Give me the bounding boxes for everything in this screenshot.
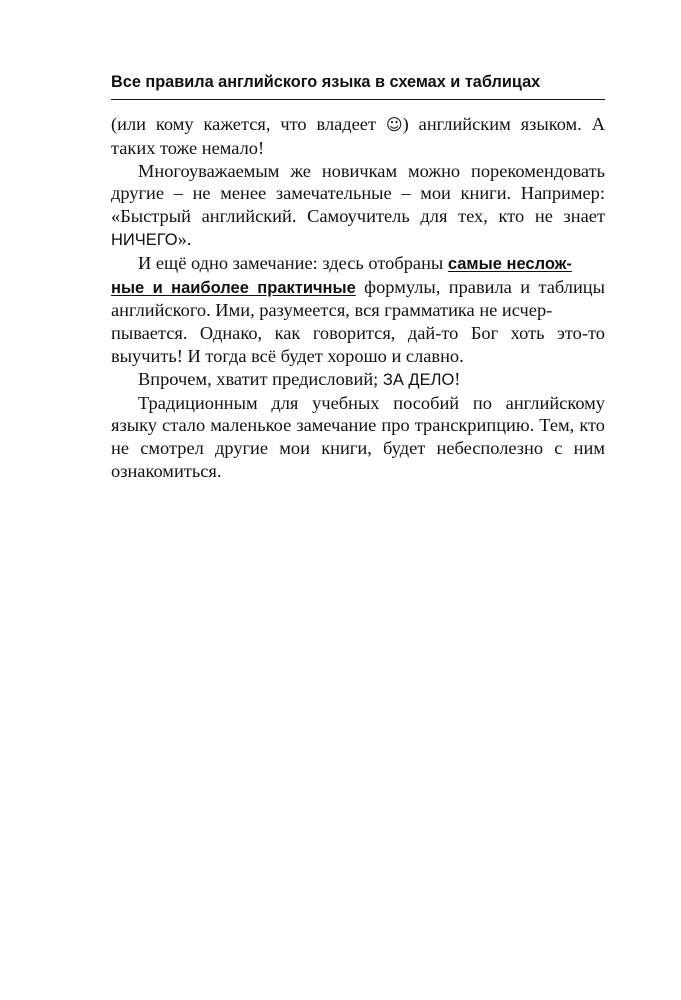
- paragraph-1-text-end: ) английским языком. А таких тоже немало!: [111, 114, 605, 158]
- body-text: [111, 113, 605, 483]
- paragraph-3-text-end: формулы, правила и таблицы английского. Ими, разумеется, вся грамматика не исчер- пывается. Однако, как говорится, дай-то Бог хоть это-то выучить! И тогда всё будет хорошо и славно.: [111, 276, 605, 366]
- paragraph-2-caps: НИЧЕГО: [111, 230, 178, 249]
- paragraph-2-text-end: ».: [177, 228, 192, 249]
- paragraph-3-emphasis: самые неслож- ные и наиболее практичные: [111, 254, 572, 297]
- paragraph-1: [111, 113, 605, 160]
- paragraph-5-text: Традиционным для учебных пособий по английскому языку стало маленькое замечание про транскрипцию. Тем, кто не смотрел другие мои книги, будет небесполезно с ним ознакомиться.: [111, 392, 605, 481]
- paragraph-2-text: Многоуважаемым же новичкам можно порекомендовать другие – не менее замечательные – мои книги. Например: «Быстрый английский. Самоучитель для тех, кто не знает: [111, 160, 605, 227]
- paragraph-3-text-start: И ещё одно замечание: здесь отобраны: [138, 252, 448, 273]
- paragraph-4: [111, 368, 605, 392]
- paragraph-1-text-start: (или кому кажется, что владеет: [111, 114, 386, 134]
- running-header: Все правила английского языка в схемах и таблицах: [111, 72, 605, 100]
- paragraph-4-text-end: !: [454, 368, 461, 389]
- paragraph-4-text-start: Впрочем, хватит предисловий;: [138, 368, 383, 389]
- paragraph-5: [111, 392, 605, 483]
- paragraph-4-caps: ЗА ДЕЛО: [382, 370, 455, 389]
- paragraph-3: [111, 252, 605, 368]
- smiley-icon: ☺: [385, 115, 403, 134]
- page: [111, 72, 605, 483]
- paragraph-2: [111, 160, 605, 252]
